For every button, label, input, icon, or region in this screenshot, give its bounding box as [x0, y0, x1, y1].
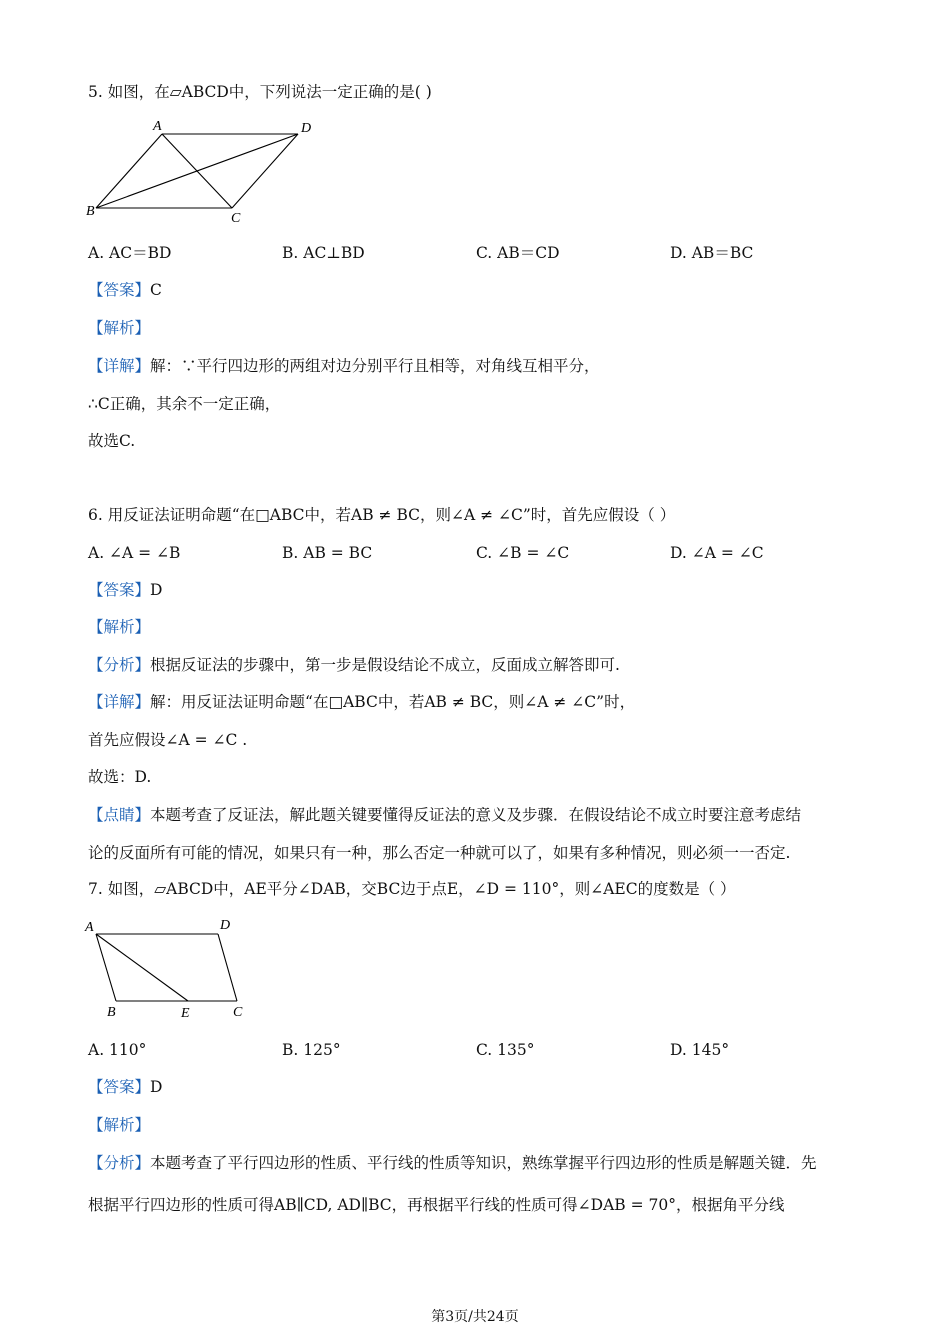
q6-option-c: C. ∠B = ∠C: [476, 544, 570, 562]
page-number-footer: 第3页/共24页: [431, 1309, 519, 1325]
q5-option-a: A. AC＝BD: [88, 244, 172, 262]
q6-analysis-tag: 【解析】: [88, 618, 151, 636]
q5-answer: 【答案】C: [88, 281, 162, 299]
q6-option-a: A. ∠A = ∠B: [88, 544, 181, 562]
q7-edge-dc: [218, 934, 237, 1001]
q7-label-b: B: [107, 1005, 116, 1020]
q7-option-a: A. 110°: [88, 1041, 147, 1059]
q5-label-d: D: [301, 121, 312, 136]
q7-label-a: A: [85, 920, 94, 935]
q5-label-a: A: [153, 119, 162, 134]
q7-segment-ae: [96, 934, 188, 1001]
q7-label-e: E: [181, 1006, 190, 1021]
q5-label-b: B: [86, 204, 95, 219]
q7-fenxi: 【分析】本题考查了平行四边形的性质、平行线的性质等知识，熟练掌握平行四边形的性质是解题关键．先: [88, 1154, 817, 1172]
q5-label-c: C: [231, 211, 241, 226]
q5-detail-line3: 故选C.: [88, 432, 136, 450]
q6-option-b: B. AB = BC: [282, 544, 373, 562]
q7-analysis-tag: 【解析】: [88, 1116, 151, 1134]
q5-diagonal-bd: [96, 134, 298, 208]
q7-label-d: D: [220, 918, 231, 933]
q7-option-b: B. 125°: [282, 1041, 341, 1059]
q6-detail-line2: 首先应假设∠A = ∠C .: [88, 731, 248, 749]
q7-edge-ab: [96, 934, 116, 1001]
q6-answer: 【答案】D: [88, 581, 163, 599]
q6-option-d: D. ∠A = ∠C: [670, 544, 764, 562]
q6-detail: 【详解】解：用反证法证明命题“在□ABC中，若AB ≠ BC，则∠A ≠ ∠C”时，: [88, 693, 636, 711]
q7-answer: 【答案】D: [88, 1078, 163, 1096]
q5-figure: [80, 112, 330, 232]
q5-detail-line2: ∴C正确，其余不一定正确，: [88, 395, 281, 413]
q6-fenxi: 【分析】根据反证法的步骤中，第一步是假设结论不成立，反面成立解答即可.: [88, 656, 620, 674]
q5-stem: 5. 如图，在▱ABCD中，下列说法一定正确的是( ): [88, 83, 432, 101]
q5-analysis-tag: 【解析】: [88, 319, 151, 337]
q5-detail: 【详解】解：∵平行四边形的两组对边分别平行且相等，对角线互相平分，: [88, 357, 600, 375]
q5-edge-dc: [232, 134, 298, 208]
q6-stem: 6. 用反证法证明命题“在□ABC中，若AB ≠ BC，则∠A ≠ ∠C”时，首先应假设（ ）: [88, 506, 676, 524]
q5-edge-ab: [96, 134, 162, 208]
q7-fenxi-line2: 根据平行四边形的性质可得AB∥CD, AD∥BC，再根据平行线的性质可得∠DAB = 70°，根据角平分线: [88, 1196, 785, 1214]
q6-dianjing: 【点睛】本题考查了反证法，解此题关键要懂得反证法的意义及步骤．在假设结论不成立时要注意考虑结: [88, 806, 802, 824]
q6-dianjing-line2: 论的反面所有可能的情况，如果只有一种，那么否定一种就可以了，如果有多种情况，则必须一一否定.: [88, 844, 791, 862]
q7-figure: [80, 912, 270, 1022]
q7-option-c: C. 135°: [476, 1041, 535, 1059]
q7-option-d: D. 145°: [670, 1041, 730, 1059]
q5-option-c: C. AB＝CD: [476, 244, 560, 262]
q7-stem: 7. 如图，▱ABCD中，AE平分∠DAB，交BC边于点E，∠D = 110°，则∠AEC的度数是（ ）: [88, 880, 736, 898]
q5-option-d: D. AB＝BC: [670, 244, 754, 262]
q5-option-b: B. AC⊥BD: [282, 244, 365, 262]
q7-label-c: C: [233, 1005, 243, 1020]
q6-detail-line3: 故选：D.: [88, 768, 152, 786]
